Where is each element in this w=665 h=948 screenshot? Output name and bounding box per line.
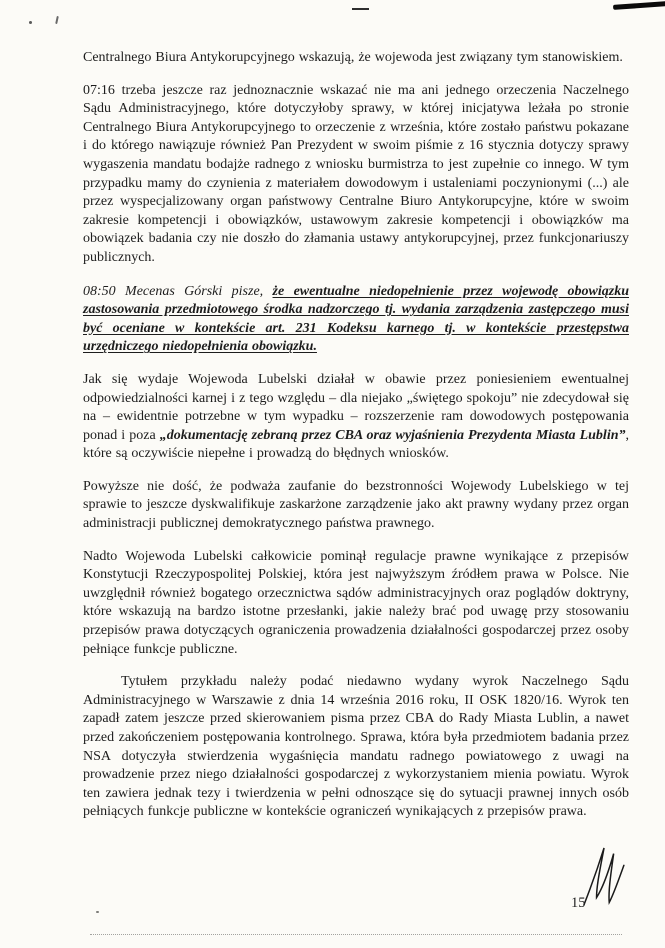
paragraph-nsa-example: Tytułem przykładu należy podać niedawno wydany wyrok Naczelnego Sądu Administracyjnego w Warszawie z dnia 14 września 2016 roku, II OSK 1820/16. Wyrok ten zapadł zatem jeszcze przed skierowaniem pisma przez CBA do Rady Miasta Lublin, a nawet przed zakończeniem postępowania kontrolnego. Sprawa, która była przedmiotem badania przez NSA dotyczyła stwierdzenia wygaśnięcia mandatu radnego powiatowego z uwagi na prowadzenie przez niego działalności gospodarczej z wykorzystaniem mienia powiatu. Wyrok ten zawiera jednak tezy i twierdzenia w pełni odnoszące się do sytuacji prawnej innych osób pełniących funkcje publiczne w kontekście ograniczeń wynikających z przepisów prawa. bbox=[83, 674, 629, 820]
scan-speck bbox=[55, 16, 59, 24]
scan-artifact-dash bbox=[352, 8, 369, 10]
paragraph-transcript-0716: 07:16 trzeba jeszcze raz jednoznacznie wskazać nie ma ani jednego orzeczenia Naczelnego Sądu Administracyjnego, które dotyczyłoby sprawy, w której inicjatywa leżała po stronie Centralnego Biura Antykorupcyjnego to orzeczenie z września, które zostało państwu pokazane i do którego nawiązuje również Pan Prezydent w swoim piśmie z 16 stycznia dotyczy sprawy wygaszenia mandatu bodajże radnego z wniosku burmistrza to jest zupełnie co innego. W tym przypadku mamy do czynienia z materiałem dowodowym i ustaleniami poczynionymi (...) ale przez wyspecjalizowany organ państwowy Centralne Biuro Antykorupcyjne, które w swoim zakresie kompetencji i obowiązków, ustawowym zakresie kompetencji i obowiązków ma obowiązek badania czy nie doszło do złamania ustawy antykorupcyjnej, przez funkcjonariuszy publicznych. bbox=[83, 82, 629, 265]
scan-artifact-corner-line bbox=[613, 1, 665, 10]
paragraph-constitution-omission: Nadto Wojewoda Lubelski całkowicie pominął regulacje prawne wynikające z przepisów Konstytucji Rzeczypospolitej Polskiej, która jest najwyższym źródłem prawa w Polsce. Nie uwzględnił również bogatego orzecznictwa sądów administracyjnych oraz poglądów doktryny, które wskazują na bardzo istotne przesłanki, jakie należy brać pod uwagę przy stosowaniu przepisów prawa dotyczących ograniczenia prowadzenia działalności gospodarczej przez osoby pełniące funkcje publiczne. bbox=[83, 548, 629, 657]
scan-artifact-dotted-line bbox=[90, 934, 622, 935]
scan-speck bbox=[29, 21, 32, 24]
paragraph-continuation: Centralnego Biura Antykorupcyjnego wskazują, że wojewoda jest związany tym stanowiskiem. bbox=[83, 50, 623, 65]
paragraph-text: , które są oczywiście niepełne i prowadzą do błędnych wniosków. bbox=[83, 427, 629, 462]
paragraph-conclusion-trust: Powyższe nie dość, że podważa zaufanie do bezstronności Wojewody Lubelskiego w tej sprawie to jeszcze dyskwalifikuje zaskarżone zarządzenie jako akt prawny wydany przez organ administracji publicznej demokratycznego państwa prawnego. bbox=[83, 478, 629, 532]
document-content bbox=[83, 49, 629, 836]
page-number: 15 bbox=[571, 895, 586, 911]
handwritten-initial-icon bbox=[580, 843, 628, 912]
quoted-document-reference: „dokumentację zebraną przez CBA oraz wyjaśnienia Prezydenta Miasta Lublin” bbox=[159, 427, 626, 443]
quote-lead-text: 08:50 Mecenas Górski pisze, bbox=[83, 283, 273, 299]
paragraph-wojewoda-motives bbox=[83, 371, 629, 464]
quoted-legal-statement: że ewentualne niedopełnienie przez wojewodę obowiązku zastosowania przedmiotowego środka nadzorczego tj. wydania zarządzenia zastępczego musi być oceniane w kontekście art. 231 Kodeksu karnego tj. w kontekście przestępstwa urzędniczego niedopełnienia obowiązku. bbox=[83, 283, 629, 355]
paragraph-text: Jak się wydaje Wojewoda Lubelski działał w obawie przez poniesieniem ewentualnej odpowiedzialności karnej i z tego względu – dla niejako „świętego spokoju” nie zdecydował się na – ewidentnie potrzebne w tym wypadku – rozszerzenie ram dowodowych postępowania ponad i poza bbox=[83, 371, 629, 443]
scan-speck bbox=[96, 911, 99, 913]
paragraph-transcript-0850 bbox=[83, 283, 629, 357]
